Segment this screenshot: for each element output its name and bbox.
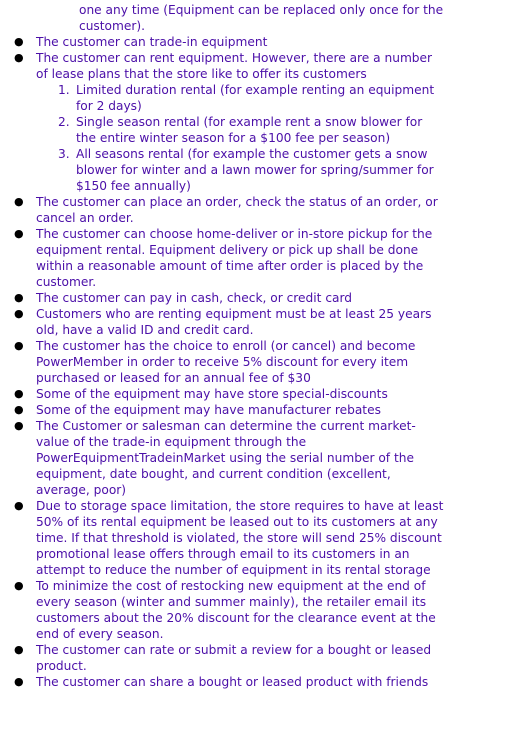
bullet-icon: ● <box>14 675 24 688</box>
list-item-text: The customer can share a bought or leased product with friends <box>36 675 429 689</box>
bullet-icon: ● <box>14 499 24 512</box>
list-item <box>0 498 446 578</box>
list-item-text: Due to storage space limitation, the store requires to have at least 50% of its rental equipment be leased out to its customers at any time. If that threshold is violated, the store will send 25% discount promotional lease offers through email to its customers in an attempt to reduce the number of equipment in its rental storage <box>36 499 444 577</box>
bullet-icon: ● <box>14 291 24 304</box>
bullet-icon: ● <box>14 227 24 240</box>
bullet-icon: ● <box>14 339 24 352</box>
bullet-icon: ● <box>14 195 24 208</box>
list-item <box>0 226 446 290</box>
sub-list-item <box>36 82 438 114</box>
list-item <box>0 418 446 498</box>
list-item-text: The customer can pay in cash, check, or credit card <box>36 291 353 305</box>
list-item-text: The customer can choose home-deliver or in-store pickup for the equipment rental. Equipment delivery or pick up shall be done within a reasonable amount of time after order is placed by the customer. <box>36 227 433 289</box>
list-item-text: The customer can trade-in equipment <box>36 35 268 49</box>
sub-item-number: 2. <box>58 115 70 129</box>
list-item <box>0 674 446 690</box>
document-page <box>0 2 513 690</box>
list-item <box>0 194 446 226</box>
list-item-text: Customers who are renting equipment must be at least 25 years old, have a valid ID and credit card. <box>36 307 432 337</box>
bullet-icon: ● <box>14 307 24 320</box>
bullet-icon: ● <box>14 387 24 400</box>
sub-item-text: Single season rental (for example rent a snow blower for the entire winter season for a $100 fee per season) <box>76 115 423 145</box>
sub-item-text: All seasons rental (for example the customer gets a snow blower for winter and a lawn mower for spring/summer for $150 fee annually) <box>76 147 434 193</box>
sub-item-number: 1. <box>58 83 70 97</box>
list-item-text: The customer has the choice to enroll (or cancel) and become PowerMember in order to receive 5% discount for every item purchased or leased for an annual fee of $30 <box>36 339 416 385</box>
requirements-list <box>0 34 513 690</box>
bullet-icon: ● <box>14 35 24 48</box>
list-item-text: Some of the equipment may have store special-discounts <box>36 387 388 401</box>
lease-plans-list <box>36 82 446 194</box>
list-item <box>0 578 446 642</box>
sub-item-text: Limited duration rental (for example renting an equipment for 2 days) <box>76 83 435 113</box>
list-item <box>0 306 446 338</box>
bullet-icon: ● <box>14 643 24 656</box>
list-item-text: To minimize the cost of restocking new equipment at the end of every season (winter and summer mainly), the retailer email its customers about the 20% discount for the clearance event at the end of every season. <box>36 579 436 641</box>
list-item-text: The Customer or salesman can determine the current market-value of the trade-in equipment through the PowerEquipmentTradeinMarket using the serial number of the equipment, date bought, and current condition (excellent, average, poor) <box>36 419 416 497</box>
sub-item-number: 3. <box>58 147 70 161</box>
bullet-icon: ● <box>14 579 24 592</box>
continuation-text: one any time (Equipment can be replaced only once for the customer). <box>79 3 444 33</box>
list-item-text: The customer can place an order, check the status of an order, or cancel an order. <box>36 195 438 225</box>
list-item <box>0 290 446 306</box>
list-item <box>0 386 446 402</box>
list-item <box>0 338 446 386</box>
bullet-icon: ● <box>14 403 24 416</box>
list-item-text: The customer can rent equipment. However, there are a number of lease plans that the store like to offer its customers <box>36 51 433 81</box>
list-item <box>0 34 446 50</box>
bullet-icon: ● <box>14 51 24 64</box>
list-item <box>0 642 446 674</box>
list-item-text: Some of the equipment may have manufacturer rebates <box>36 403 381 417</box>
bullet-icon: ● <box>14 419 24 432</box>
list-item <box>0 50 446 194</box>
list-item-text: The customer can rate or submit a review for a bought or leased product. <box>36 643 432 673</box>
sub-list-item <box>36 114 438 146</box>
sub-list-item <box>36 146 438 194</box>
list-item <box>0 402 446 418</box>
